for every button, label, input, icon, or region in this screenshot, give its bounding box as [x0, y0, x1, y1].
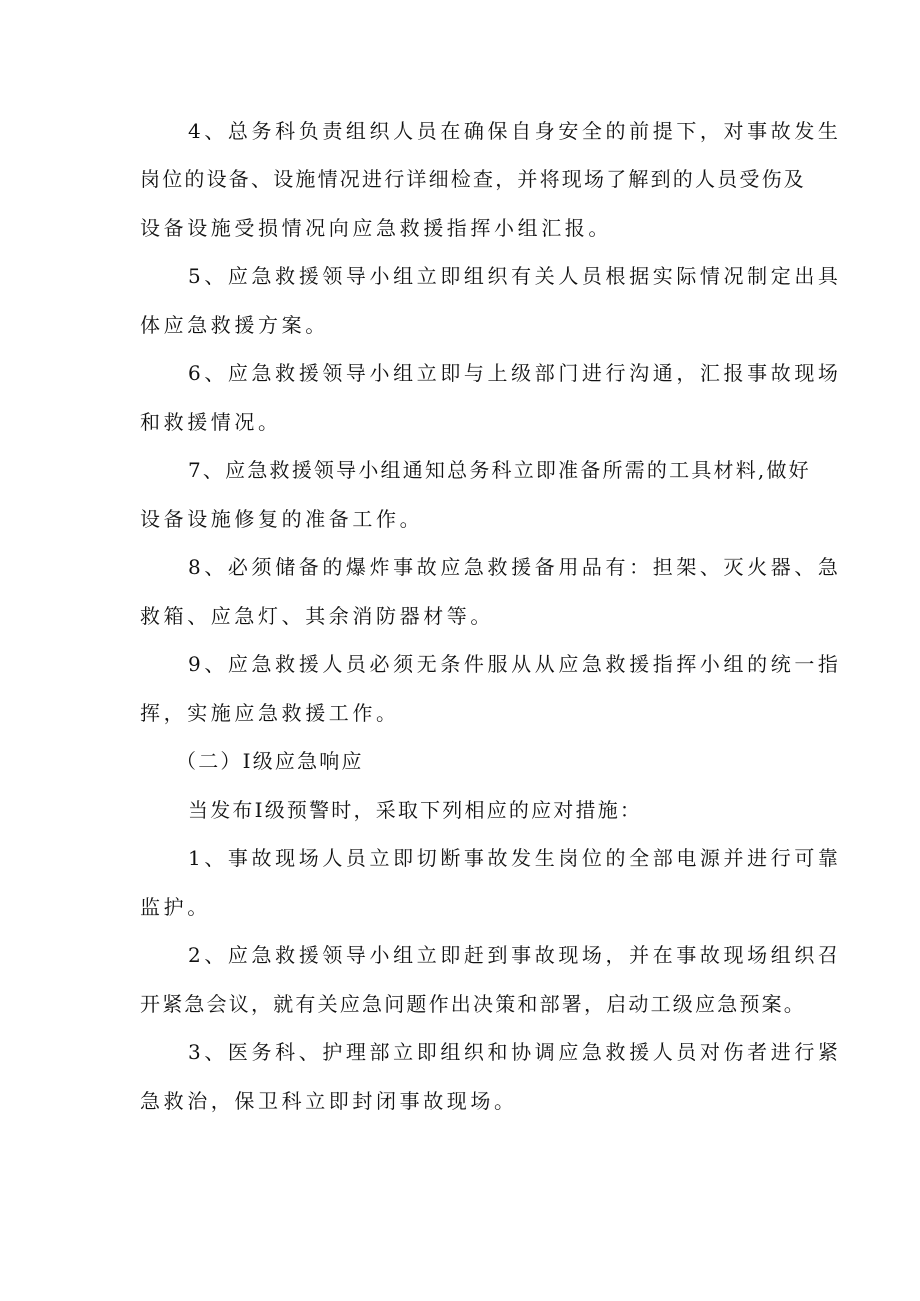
paragraph-4-line-3: 设备设施受损情况向应急救援指挥小组汇报。	[140, 216, 612, 240]
item-2-line-2: 开紧急会议，就有关应急问题作出决策和部署，启动工级应急预案。	[140, 992, 806, 1016]
paragraph-6-line-1: 6、应急救援领导小组立即与上级部门进行沟通，汇报事故现场	[188, 361, 842, 385]
paragraph-4-line-2: 岗位的设备、设施情况进行详细检查，并将现场了解到的人员受伤及	[140, 167, 806, 191]
paragraph-7-line-1: 7、应急救援领导小组通知总务科立即准备所需的工具材料,做好	[188, 458, 811, 482]
section-intro: 当发布I级预警时，采取下列相应的应对措施：	[188, 798, 643, 822]
paragraph-8-line-1: 8、必须储备的爆炸事故应急救援备用品有：担架、灭火器、急	[188, 555, 842, 579]
paragraph-9-line-2: 挥，实施应急救援工作。	[140, 701, 400, 725]
item-1-line-2: 监护。	[140, 895, 211, 919]
item-3-line-1: 3、医务科、护理部立即组织和协调应急救援人员对伤者进行紧	[188, 1040, 842, 1064]
paragraph-4-line-1: 4、总务科负责组织人员在确保自身安全的前提下，对事故发生	[188, 119, 842, 143]
paragraph-5-line-1: 5、应急救援领导小组立即组织有关人员根据实际情况制定出具	[188, 264, 842, 288]
section-heading: （二）I级应急响应	[176, 749, 364, 773]
paragraph-7-line-2: 设备设施修复的准备工作。	[140, 507, 424, 531]
paragraph-6-line-2: 和救援情况。	[140, 410, 282, 434]
paragraph-5-line-2: 体应急救援方案。	[140, 313, 329, 337]
item-1-line-1: 1、事故现场人员立即切断事故发生岗位的全部电源并进行可靠	[188, 846, 842, 870]
paragraph-9-line-1: 9、应急救援人员必须无条件服从从应急救援指挥小组的统一指	[188, 652, 842, 676]
item-3-line-2: 急救治，保卫科立即封闭事故现场。	[140, 1089, 518, 1113]
item-2-line-1: 2、应急救援领导小组立即赶到事故现场，并在事故现场组织召	[188, 943, 842, 967]
paragraph-8-line-2: 救箱、应急灯、其余消防器材等。	[140, 604, 494, 628]
